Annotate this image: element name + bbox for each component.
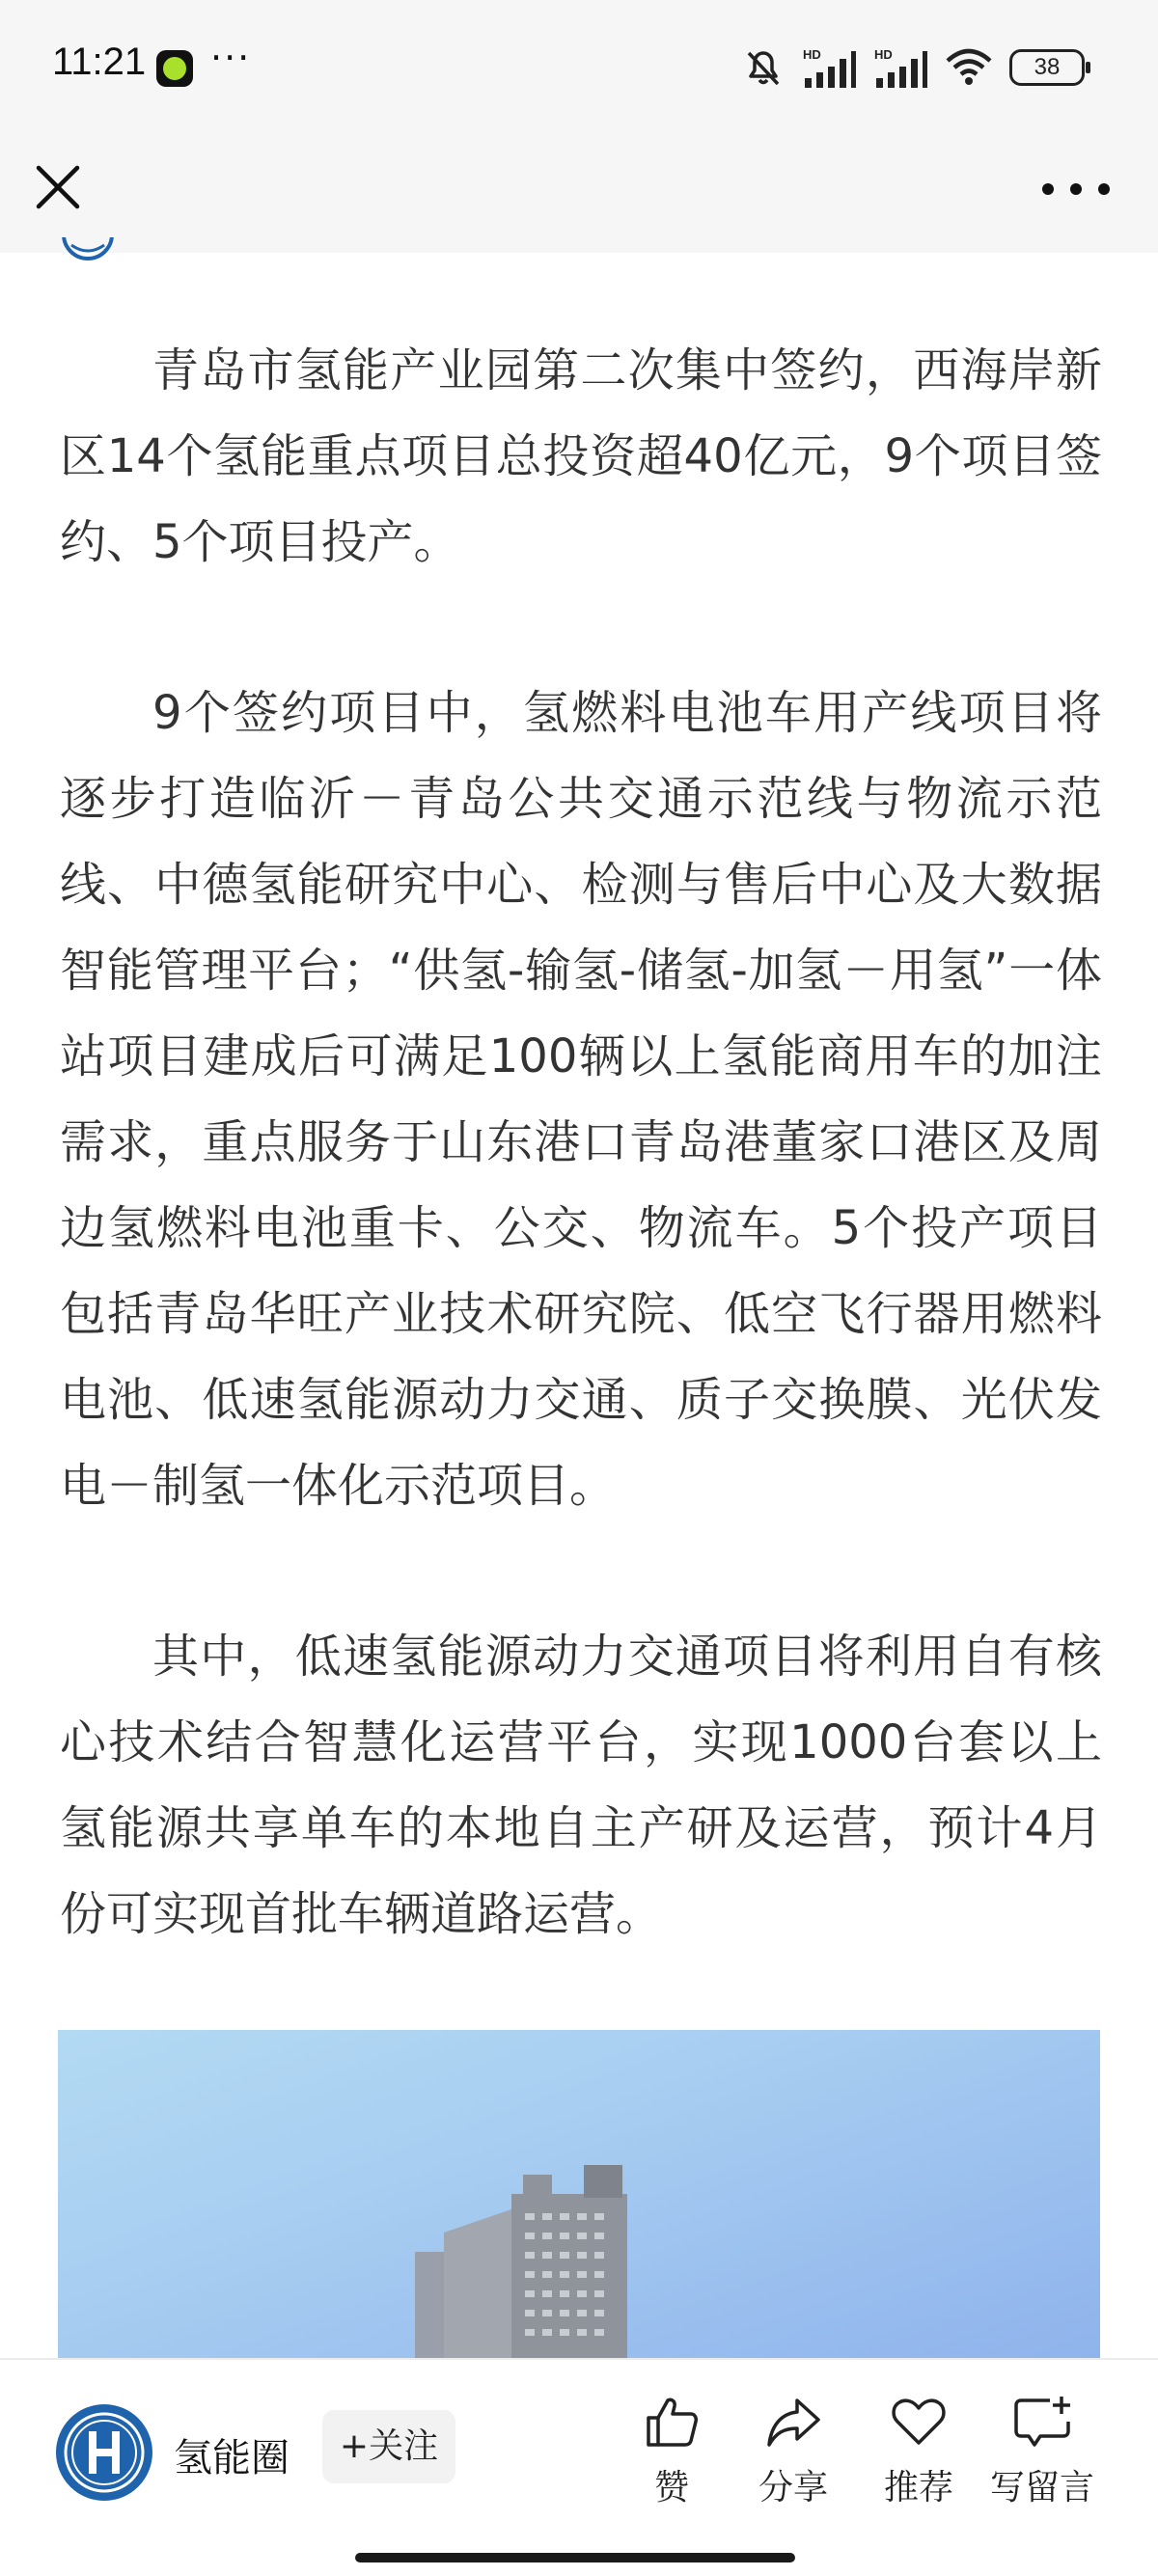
battery-icon: 38 — [1009, 49, 1085, 86]
signal-icon — [801, 45, 857, 90]
article-paragraph: 其中，低速氢能源动力交通项目将利用自有核心技术结合智慧化运营平台，实现1000台套以上氢能源共享单车的本地自主产研及运营，预计4月份可实现首批车辆道路运营。 — [60, 1630, 1102, 1941]
status-bar — [0, 0, 1158, 135]
close-button[interactable] — [29, 158, 87, 216]
like-label: 赞 — [653, 2468, 689, 2507]
building-illustration — [58, 2030, 1100, 2358]
article-photo[interactable] — [58, 2030, 1100, 2358]
svg-text:HD: HD — [874, 47, 893, 62]
recommend-label: 推荐 — [883, 2468, 953, 2507]
wifi-icon — [944, 45, 994, 90]
status-icons — [741, 44, 1085, 91]
more-button[interactable] — [1042, 160, 1110, 218]
share-label: 分享 — [758, 2468, 828, 2507]
author-logo-partial — [62, 237, 114, 260]
bottom-action-bar — [0, 2358, 1158, 2576]
share-button[interactable] — [735, 2393, 851, 2509]
more-icon-dot — [1098, 183, 1110, 195]
share-icon — [764, 2393, 822, 2451]
svg-text:HD: HD — [803, 47, 821, 62]
comment-button[interactable] — [984, 2393, 1100, 2509]
status-time: 11:21 — [52, 41, 147, 83]
comment-label: 写留言 — [989, 2468, 1094, 2507]
like-button[interactable] — [614, 2393, 730, 2509]
signal-icon — [872, 45, 928, 90]
more-icon-dot — [1070, 183, 1082, 195]
home-indicator[interactable] — [355, 2553, 795, 2562]
comment-icon — [1011, 2393, 1073, 2451]
account-logo-icon — [56, 2404, 152, 2501]
account-avatar[interactable] — [56, 2404, 152, 2501]
account-name[interactable]: 氢能圈 — [174, 2436, 290, 2480]
article-body — [60, 328, 1102, 2042]
article-header — [0, 135, 1158, 253]
follow-button[interactable]: +关注 — [322, 2410, 455, 2483]
thumbs-up-icon — [643, 2393, 701, 2451]
mute-icon — [741, 45, 786, 90]
article-paragraph: 青岛市氢能产业园第二次集中签约，西海岸新区14个氢能重点项目总投资超40亿元，9个项目签约、5个项目投产。 — [60, 343, 1102, 569]
recommend-button[interactable] — [861, 2393, 977, 2509]
article-paragraph: 9个签约项目中，氢燃料电池车用产线项目将逐步打造临沂－青岛公共交通示范线与物流示范线、中德氢能研究中心、检测与售后中心及大数据智能管理平台；“供氢-输氢-储氢-加氢－用氢”一体站项目建成后可满足100辆以上氢能商用车的加注需求，重点服务于山东港口青岛港董家口港区及周边氢燃料电池重卡、公交、物流车。5个投产项目包括青岛华旺产业技术研究院、低空飞行器用燃料电池、低速氢能源动力交通、质子交换膜、光伏发电－制氢一体化示范项目。 — [60, 686, 1102, 1513]
more-icon — [1042, 183, 1054, 195]
heart-icon — [890, 2393, 948, 2451]
status-more-indicator: ··· — [210, 37, 252, 79]
close-icon — [29, 158, 87, 216]
app-icon — [156, 50, 193, 87]
